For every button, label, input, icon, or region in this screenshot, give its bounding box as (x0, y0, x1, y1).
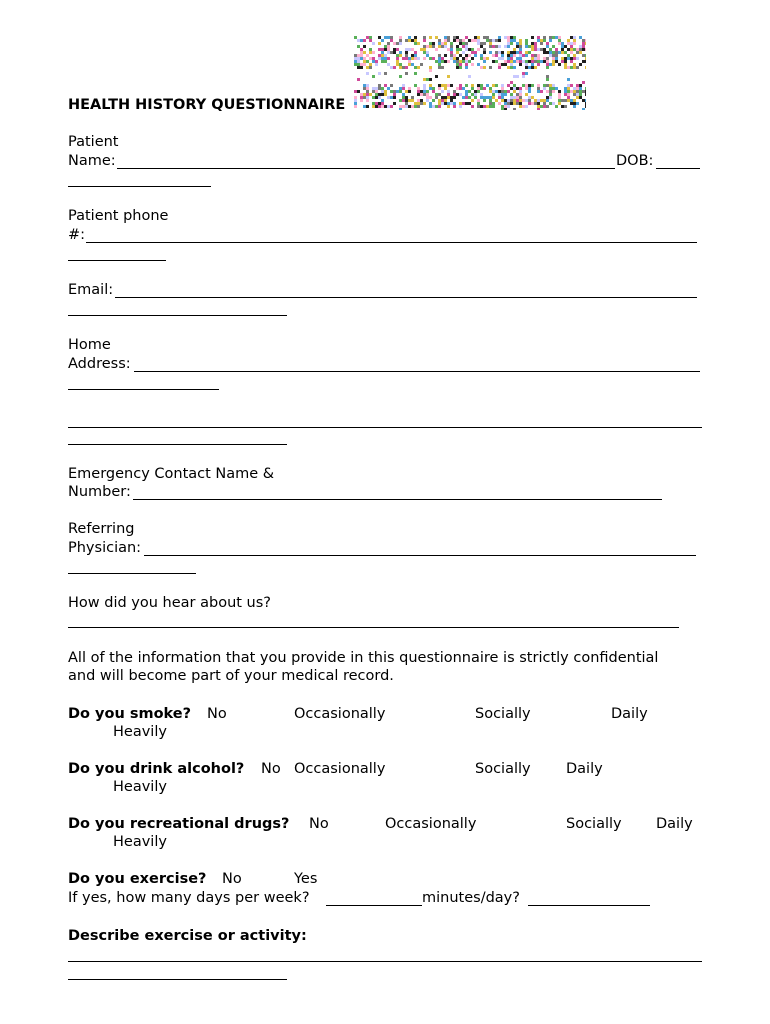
exercise-option-yes[interactable]: Yes (294, 871, 318, 887)
email-input-continued[interactable] (68, 315, 287, 316)
drugs-option-occasionally[interactable]: Occasionally (385, 816, 477, 832)
dob-input-continued[interactable] (68, 186, 211, 187)
smoke-option-heavily[interactable]: Heavily (113, 724, 167, 740)
exercise-minutes-label: minutes/day? (422, 890, 520, 906)
exercise-minutes-input[interactable] (528, 905, 650, 906)
clinic-logo (354, 36, 586, 110)
patient-label-line1: Patient (68, 134, 119, 150)
emergency-number-label: Number: (68, 484, 131, 500)
smoke-option-daily[interactable]: Daily (611, 706, 648, 722)
home-address-input[interactable] (134, 371, 700, 372)
drugs-option-no[interactable]: No (309, 816, 329, 832)
hear-about-input[interactable] (68, 627, 679, 628)
emergency-contact-input[interactable] (133, 499, 662, 500)
describe-exercise-input[interactable] (68, 961, 702, 962)
referring-physician-input-continued[interactable] (68, 573, 196, 574)
alcohol-option-occasionally[interactable]: Occasionally (294, 761, 386, 777)
exercise-option-no[interactable]: No (222, 871, 242, 887)
hear-about-label: How did you hear about us? (68, 595, 271, 611)
address-extra-line-continued[interactable] (68, 444, 287, 445)
alcohol-option-no[interactable]: No (261, 761, 281, 777)
confidential-note-line2: and will become part of your medical record. (68, 668, 394, 684)
page-title: HEALTH HISTORY QUESTIONNAIRE (68, 97, 346, 113)
alcohol-option-socially[interactable]: Socially (475, 761, 531, 777)
smoke-option-socially[interactable]: Socially (475, 706, 531, 722)
describe-exercise-input-continued[interactable] (68, 979, 287, 980)
describe-exercise-label: Describe exercise or activity: (68, 928, 307, 944)
home-label-line1: Home (68, 337, 111, 353)
dob-input[interactable] (656, 168, 700, 169)
exercise-question: Do you exercise? (68, 871, 207, 887)
smoke-question: Do you smoke? (68, 706, 192, 722)
phone-input-continued[interactable] (68, 260, 166, 261)
smoke-option-occasionally[interactable]: Occasionally (294, 706, 386, 722)
confidential-note-line1: All of the information that you provide in this questionnaire is strictly confidential (68, 650, 659, 666)
referring-physician-input[interactable] (144, 555, 696, 556)
emergency-label-line1: Emergency Contact Name & (68, 466, 275, 482)
referring-physician-label: Physician: (68, 540, 142, 556)
patient-name-input[interactable] (117, 168, 615, 169)
phone-label: #: (68, 227, 86, 243)
email-label: Email: (68, 282, 114, 298)
email-input[interactable] (115, 297, 697, 298)
home-address-input-continued[interactable] (68, 389, 219, 390)
phone-label-line1: Patient phone (68, 208, 169, 224)
address-extra-line[interactable] (68, 427, 702, 428)
drugs-question: Do you recreational drugs? (68, 816, 290, 832)
alcohol-option-daily[interactable]: Daily (566, 761, 603, 777)
drugs-option-heavily[interactable]: Heavily (113, 834, 167, 850)
patient-name-label: Name: (68, 153, 116, 169)
phone-input[interactable] (86, 242, 697, 243)
exercise-days-input[interactable] (326, 905, 422, 906)
drugs-option-daily[interactable]: Daily (656, 816, 693, 832)
dob-label: DOB: (616, 153, 654, 169)
home-address-label: Address: (68, 356, 131, 372)
alcohol-question: Do you drink alcohol? (68, 761, 245, 777)
drugs-option-socially[interactable]: Socially (566, 816, 622, 832)
smoke-option-no[interactable]: No (207, 706, 227, 722)
exercise-days-label: If yes, how many days per week? (68, 890, 310, 906)
alcohol-option-heavily[interactable]: Heavily (113, 779, 167, 795)
referring-label-line1: Referring (68, 521, 135, 537)
